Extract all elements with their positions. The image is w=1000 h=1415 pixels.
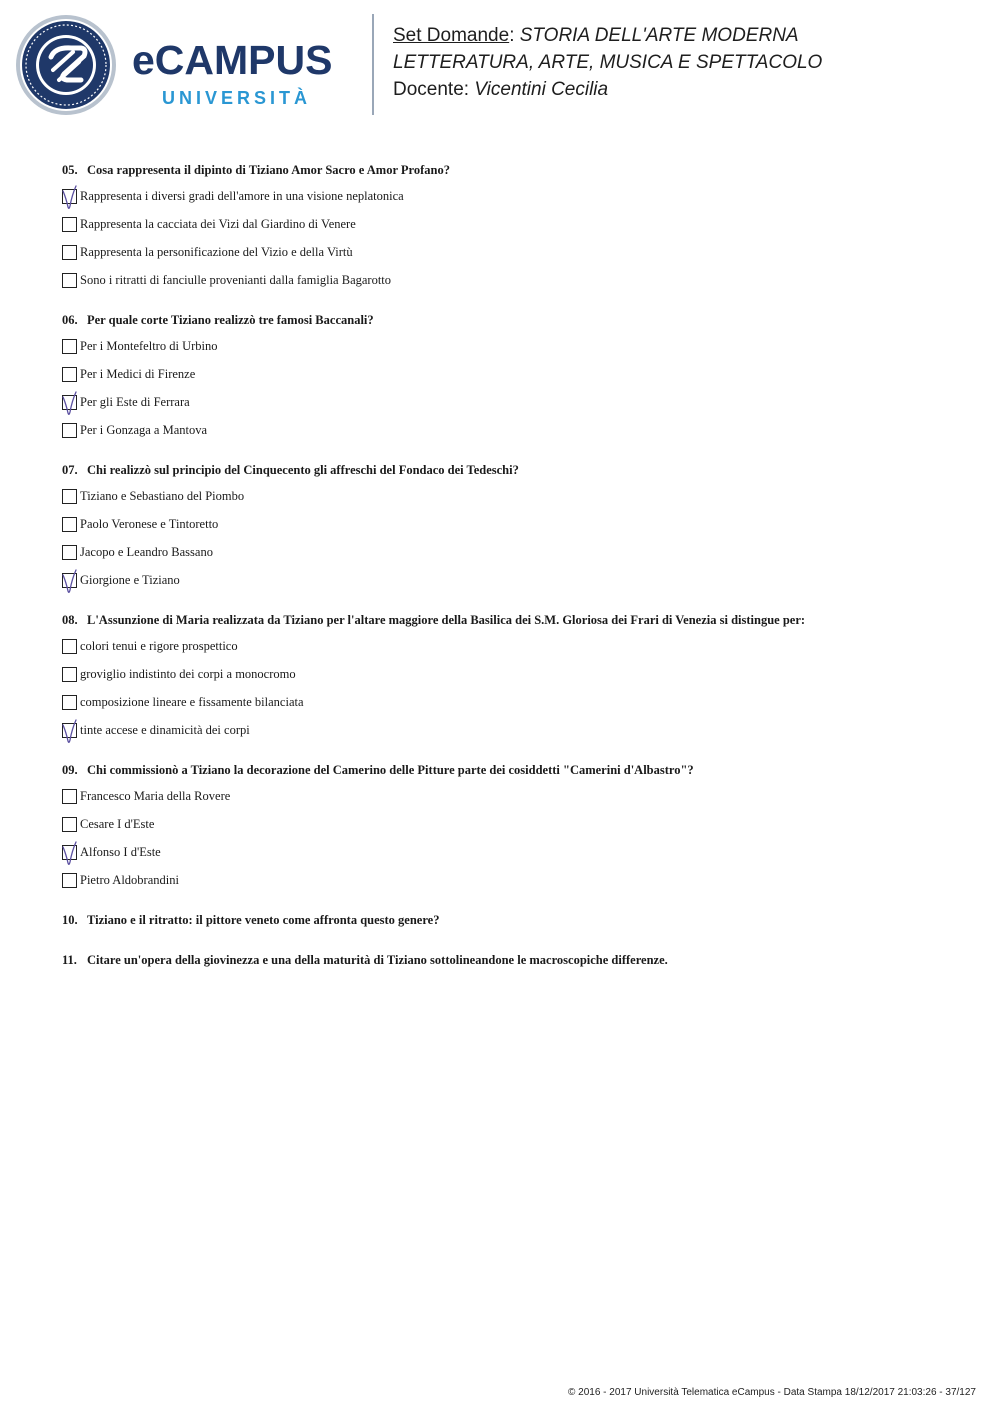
answer-option-label: Pietro Aldobrandini: [80, 873, 179, 887]
answer-option: [62, 814, 942, 842]
answer-option: [62, 570, 942, 598]
question-title: [62, 460, 942, 480]
answer-option: [62, 186, 942, 214]
brand-name: eCAMPUS: [132, 37, 333, 83]
answer-checkbox[interactable]: [62, 695, 77, 710]
answer-option: [62, 636, 942, 664]
answer-option: [62, 720, 942, 748]
answer-option-label: tinte accese e dinamicità dei corpi: [80, 723, 250, 737]
question-text: Tiziano e il ritratto: il pittore veneto come affronta questo genere?: [87, 913, 440, 927]
answer-option: [62, 692, 942, 720]
question: [62, 460, 942, 610]
question-number: 09.: [62, 763, 78, 777]
answer-checkbox[interactable]: [62, 639, 77, 654]
answer-option: [62, 486, 942, 514]
handwritten-check-icon: [60, 182, 80, 212]
question: [62, 950, 942, 990]
answer-option-label: Jacopo e Leandro Bassano: [80, 545, 213, 559]
question-title: [62, 950, 942, 970]
answer-checkbox[interactable]: [62, 423, 77, 438]
answer-checkbox-checked[interactable]: [62, 573, 77, 588]
answer-option-label: Per i Montefeltro di Urbino: [80, 339, 218, 353]
question-text: Cosa rappresenta il dipinto di Tiziano Amor Sacro e Amor Profano?: [87, 163, 450, 177]
question-number: 11.: [62, 953, 77, 967]
question-number: 05.: [62, 163, 78, 177]
answer-checkbox-checked[interactable]: [62, 845, 77, 860]
answer-option: [62, 420, 942, 448]
question-title: [62, 610, 942, 630]
answer-checkbox[interactable]: [62, 667, 77, 682]
header-divider: [372, 14, 374, 115]
answer-option: [62, 664, 942, 692]
answer-checkbox[interactable]: [62, 245, 77, 260]
course-title-line1: Set Domande: STORIA DELL'ARTE MODERNA: [393, 25, 799, 46]
question-number: 10.: [62, 913, 78, 927]
answer-option: [62, 336, 942, 364]
answer-checkbox[interactable]: [62, 817, 77, 832]
page-header: [0, 0, 1000, 130]
answer-option: [62, 786, 942, 814]
handwritten-check-icon: [60, 566, 80, 596]
question: [62, 160, 942, 310]
ecampus-seal-logo: [15, 14, 117, 116]
answer-option-label: Rappresenta la personificazione del Vizio e della Virtù: [80, 245, 353, 259]
question: [62, 910, 942, 950]
question-title: [62, 760, 942, 780]
answer-option-label: Per i Gonzaga a Mantova: [80, 423, 208, 437]
course-title-line2: [393, 49, 822, 76]
answer-checkbox[interactable]: [62, 339, 77, 354]
answer-option-label: Alfonso I d'Este: [80, 845, 161, 859]
answer-option-label: Tiziano e Sebastiano del Piombo: [80, 489, 245, 503]
answer-checkbox[interactable]: [62, 217, 77, 232]
answer-option-label: Rappresenta i diversi gradi dell'amore in una visione neplatonica: [80, 189, 404, 203]
answer-checkbox[interactable]: [62, 517, 77, 532]
answer-option-label: Cesare I d'Este: [80, 817, 155, 831]
answer-option-label: Francesco Maria della Rovere: [80, 789, 231, 803]
question-number: 08.: [62, 613, 78, 627]
set-label: Set Domande: [393, 25, 510, 46]
question-title: [62, 160, 942, 180]
answer-option: [62, 270, 942, 298]
course-subtitle: LETTERATURA, ARTE, MUSICA E SPETTACOLO: [393, 52, 823, 73]
question-text: Chi commissionò a Tiziano la decorazione del Camerino delle Pitture parte dei cosiddetti "Camerini d'Albastro"?: [87, 763, 694, 777]
answer-option: [62, 214, 942, 242]
course-title: STORIA DELL'ARTE MODERNA: [519, 25, 799, 46]
question: [62, 610, 942, 760]
ecampus-wordmark: [132, 38, 357, 113]
question-number: 07.: [62, 463, 78, 477]
question: [62, 760, 942, 910]
answer-option-label: Per gli Este di Ferrara: [80, 395, 190, 409]
answer-option: [62, 514, 942, 542]
answer-option-label: Paolo Veronese e Tintoretto: [80, 517, 219, 531]
question-list: [62, 160, 942, 990]
handwritten-check-icon: [60, 716, 80, 746]
answer-option: [62, 542, 942, 570]
question-text: Chi realizzò sul principio del Cinquecento gli affreschi del Fondaco dei Tedeschi?: [87, 463, 519, 477]
answer-checkbox[interactable]: [62, 545, 77, 560]
question: [62, 310, 942, 460]
teacher-name: Vicentini Cecilia: [474, 79, 609, 100]
answer-option: [62, 242, 942, 270]
answer-option-label: groviglio indistinto dei corpi a monocromo: [80, 667, 296, 681]
answer-option: [62, 842, 942, 870]
answer-checkbox[interactable]: [62, 367, 77, 382]
page-footer: © 2016 - 2017 Università Telematica eCampus - Data Stampa 18/12/2017 21:03:26 - 37/127: [568, 1387, 976, 1398]
answer-option: [62, 870, 942, 898]
answer-option-label: Giorgione e Tiziano: [80, 573, 180, 587]
answer-option-label: Rappresenta la cacciata dei Vizi dal Giardino di Venere: [80, 217, 356, 231]
answer-checkbox[interactable]: [62, 789, 77, 804]
question-number: 06.: [62, 313, 78, 327]
question-title: [62, 310, 942, 330]
brand-subtitle: UNIVERSITÀ: [162, 88, 312, 108]
question-text: L'Assunzione di Maria realizzata da Tiziano per l'altare maggiore della Basilica dei S.M. Gloriosa dei Frari di Venezia si distingue per:: [87, 613, 806, 627]
answer-option: [62, 364, 942, 392]
question-text: Citare un'opera della giovinezza e una della maturità di Tiziano sottolineandone le macroscopiche differenze.: [87, 953, 668, 967]
answer-option: [62, 392, 942, 420]
teacher-line: [393, 76, 822, 103]
answer-checkbox[interactable]: [62, 489, 77, 504]
handwritten-check-icon: [60, 838, 80, 868]
answer-option-label: colori tenui e rigore prospettico: [80, 639, 238, 653]
course-info: [393, 22, 822, 103]
question-title: [62, 910, 942, 930]
answer-option-label: Sono i ritratti di fanciulle provenianti dalla famiglia Bagarotto: [80, 273, 392, 287]
answer-checkbox[interactable]: [62, 273, 77, 288]
question-text: Per quale corte Tiziano realizzò tre famosi Baccanali?: [87, 313, 374, 327]
answer-checkbox-checked[interactable]: [62, 723, 77, 738]
answer-option-label: Per i Medici di Firenze: [80, 367, 196, 381]
handwritten-check-icon: [60, 388, 80, 418]
teacher-label: Docente:: [393, 79, 470, 100]
answer-option-label: composizione lineare e fissamente bilanciata: [80, 695, 304, 709]
answer-checkbox-checked[interactable]: [62, 189, 77, 204]
answer-checkbox[interactable]: [62, 873, 77, 888]
answer-checkbox-checked[interactable]: [62, 395, 77, 410]
